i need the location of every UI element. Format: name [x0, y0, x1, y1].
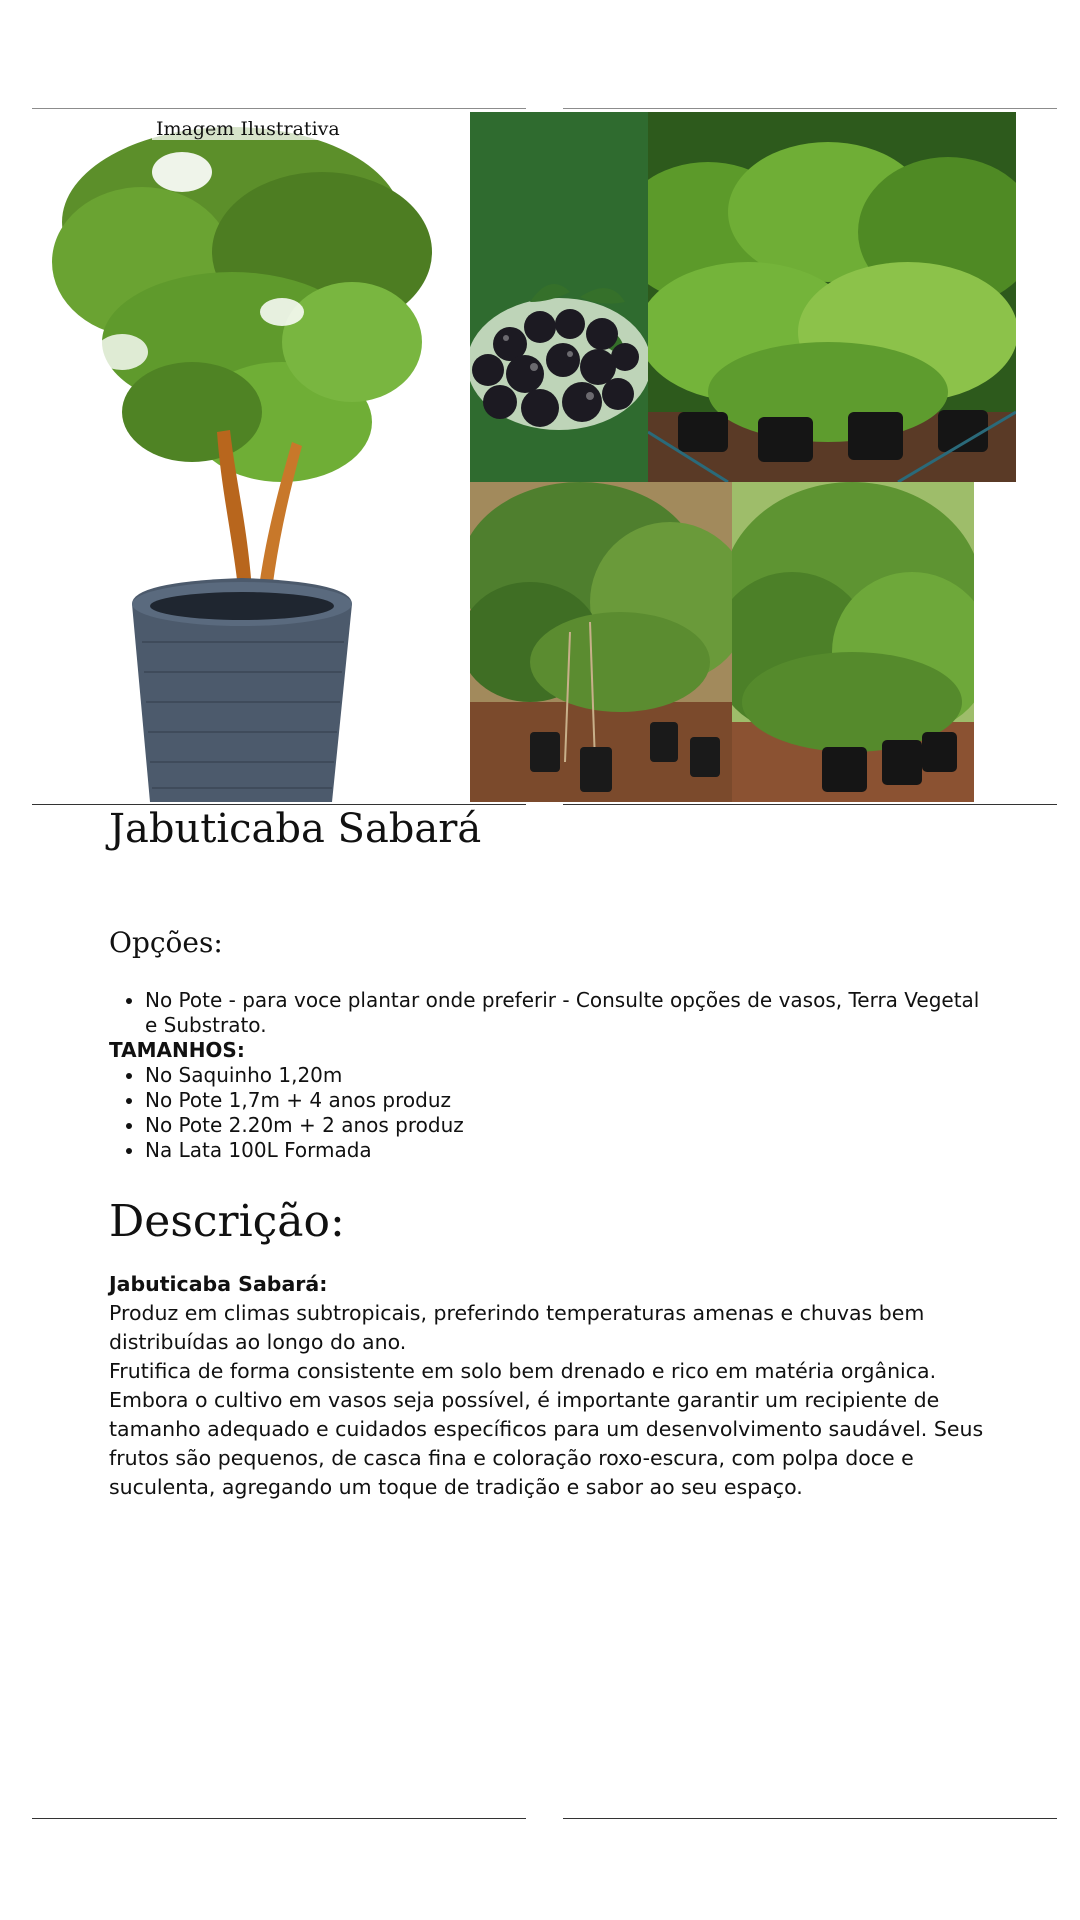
bagged-bush-photo[interactable] — [470, 482, 732, 802]
size-item: • Na Lata 100L Formada — [145, 1138, 989, 1163]
nursery-plants-photo[interactable] — [648, 112, 1016, 482]
size-item: • No Pote 1,7m + 4 anos produz — [145, 1088, 989, 1113]
top-divider-left — [32, 108, 526, 109]
sizes-list — [109, 1063, 989, 1163]
gallery-bottom-divider-right — [563, 804, 1057, 805]
illustrative-image-label: Imagem Ilustrativa — [152, 118, 344, 140]
description-heading: Descrição: — [109, 1196, 345, 1247]
footer-divider-right — [563, 1818, 1057, 1819]
size-item: • No Pote 2.20m + 2 anos produz — [145, 1113, 989, 1138]
description-paragraph-1: Produz em climas subtropicais, preferindo temperaturas amenas e chuvas bem distribuídas ao longo do ano. — [109, 1301, 925, 1354]
options-list — [109, 988, 989, 1038]
potted-tree-photo[interactable] — [32, 112, 470, 802]
fruit-cluster-photo[interactable] — [470, 112, 648, 482]
description-body — [109, 1270, 989, 1502]
gallery-bottom-divider-left — [32, 804, 526, 805]
description-paragraph-2: Frutifica de forma consistente em solo bem drenado e rico em matéria orgânica. Embora o cultivo em vasos seja possível, é importante garantir um recipiente de tamanho adequado e cuidados específicos para um desenvolvimento saudável. Seus frutos são pequenos, de casca fina e coloração roxo-escura, com polpa doce e suculenta, agregando um toque de tradição e sabor ao seu espaço. — [109, 1359, 984, 1499]
product-title: Jabuticaba Sabará — [109, 806, 482, 852]
product-gallery — [32, 112, 1042, 802]
tall-bush-photo[interactable] — [732, 482, 974, 802]
size-item: • No Saquinho 1,20m — [145, 1063, 989, 1088]
options-heading: Opções: — [109, 926, 223, 959]
top-divider-right — [563, 108, 1057, 109]
sizes-label: TAMANHOS: — [109, 1038, 245, 1062]
description-subtitle: Jabuticaba Sabará: — [109, 1272, 328, 1296]
footer-divider-left — [32, 1818, 526, 1819]
option-item: • No Pote - para voce plantar onde preferir - Consulte opções de vasos, Terra Vegetal e Substrato. — [145, 988, 989, 1038]
options-block — [109, 988, 989, 1163]
